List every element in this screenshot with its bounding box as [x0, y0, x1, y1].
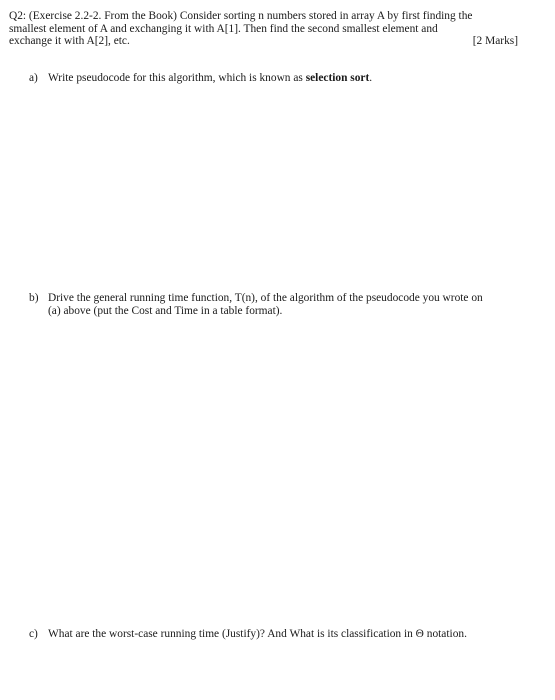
marks-label: [2 Marks] — [472, 35, 518, 47]
part-b-line-2: (a) above (put the Cost and Time in a table format). — [48, 304, 283, 317]
part-c-line — [29, 628, 544, 641]
part-a-period: . — [369, 72, 373, 84]
part-b — [29, 292, 544, 317]
part-b-text-1: Drive the general running time function, T(n), of the algorithm of the pseudocode you wrote on — [48, 292, 483, 304]
part-a — [29, 72, 544, 85]
part-c-text: What are the worst-case running time (Justify)? And What is its classification in Θ notation. — [48, 628, 467, 640]
question-line-2: smallest element of A and exchanging it with A[1]. Then find the second smallest element and — [9, 22, 438, 35]
question-line-3: exchange it with A[2], etc. — [9, 35, 130, 48]
part-c-label: c) — [29, 628, 38, 640]
part-b-label: b) — [29, 292, 39, 304]
question-header — [9, 10, 529, 48]
part-c — [29, 628, 544, 641]
part-a-bold-term: selection sort — [305, 72, 370, 84]
part-b-line-1 — [29, 292, 544, 305]
part-a-line — [29, 72, 544, 85]
part-a-label: a) — [29, 72, 38, 84]
question-line-1: Q2: (Exercise 2.2-2. From the Book) Consider sorting n numbers stored in array A by first finding the — [9, 10, 473, 22]
part-a-text: Write pseudocode for this algorithm, which is known as — [48, 72, 306, 84]
